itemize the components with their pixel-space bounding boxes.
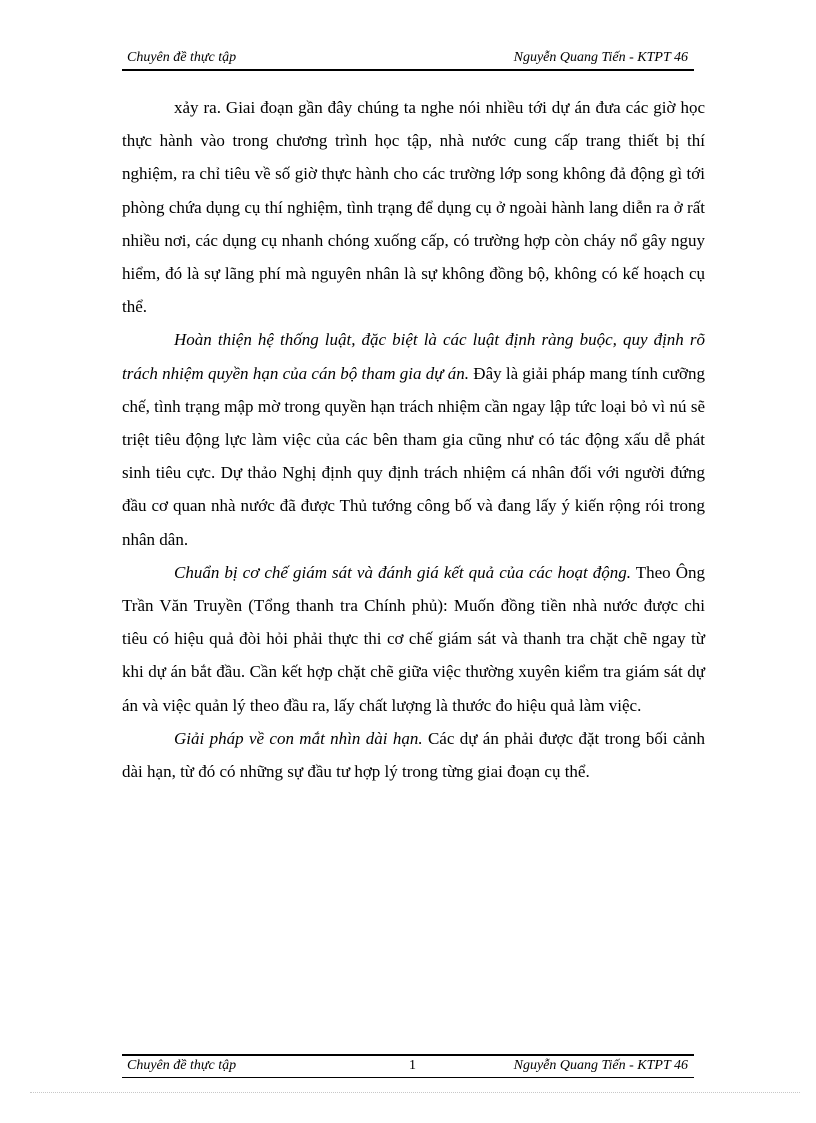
page-bottom-dotted-line <box>30 1092 800 1093</box>
page-header <box>122 50 694 68</box>
footer-left-title: Chuyên đề thực tập <box>127 1058 237 1073</box>
header-right-author: Nguyễn Quang Tiến - KTPT 46 <box>513 50 688 65</box>
paragraph-4-lead: Giải pháp về con mắt nhìn dài hạn. <box>174 728 423 748</box>
paragraph-3-text: Theo Ông Trần Văn Truyền (Tổng thanh tra Chính phủ): Muốn đồng tiền nhà nước được chi tiêu có hiệu quả đòi hỏi phải thực thi cơ chế giám sát và thanh tra chặt chẽ ngay từ khi dự án bắt đầu. Cần kết hợp chặt chẽ giữa việc thường xuyên kiểm tra giám sát dự án và việc quản lý theo đầu ra, lấy chất lượng là thước đo hiệu quả làm việc. <box>122 562 705 715</box>
paragraph-2-text: Đây là giải pháp mang tính cưỡng chế, tình trạng mập mờ trong quyền hạn trách nhiệm cần ngay lập tức loại bỏ vì nú sẽ triệt tiêu động lực làm việc của các bên tham gia cũng như có tác động xấu dễ phát sinh tiêu cực. Dự thảo Nghị định quy định trách nhiệm cá nhân đối với người đứng đầu cơ quan nhà nước đã được Thủ tướng công bố và đang lấy ý kiến rộng rói trong nhân dân. <box>122 363 705 549</box>
page-footer <box>122 1058 694 1076</box>
paragraph-1 <box>122 91 705 323</box>
paragraph-2-lead: Hoàn thiện hệ thống luật, đặc biệt là các luật định ràng buộc, quy định rõ trách nhiệm quyền hạn của cán bộ tham gia dự án. <box>122 330 705 383</box>
paragraph-3 <box>122 556 705 722</box>
header-rule <box>122 69 694 71</box>
paragraph-3-lead: Chuẩn bị cơ chế giám sát và đánh giá kết quả của các hoạt động. <box>174 562 631 582</box>
paragraph-4 <box>122 722 705 788</box>
paragraph-4-text: Các dự án phải được đặt trong bối cảnh dài hạn, từ đó có những sự đầu tư hợp lý trong từng giai đoạn cụ thể. <box>122 728 705 782</box>
paragraph-2 <box>122 323 705 555</box>
paragraph-1-text: xảy ra. Giai đoạn gần đây chúng ta nghe nói nhiều tới dự án đưa các giờ học thực hành vào trong chương trình học tập, nhà nước cung cấp trang thiết bị thí nghiệm, ra chỉ tiêu về số giờ thực hành cho các trường lớp song không đả động gì tới phòng chứa dụng cụ thí nghiệm, tình trạng để dụng cụ ở ngoài hành lang diễn ra ở rất nhiều nơi, các dụng cụ nhanh chóng xuống cấp, có trường hợp còn cháy nổ gây nguy hiểm, đó là sự lãng phí mà nguyên nhân là sự không đồng bộ, không có kế hoạch cụ thể. <box>122 98 705 317</box>
footer-right-author: Nguyễn Quang Tiến - KTPT 46 <box>513 1058 688 1073</box>
header-left-title: Chuyên đề thực tập <box>127 50 237 65</box>
footer-rule <box>122 1054 694 1056</box>
page-number: 1 <box>409 1058 416 1073</box>
footer-bottom-rule <box>122 1077 694 1078</box>
document-body <box>122 91 705 788</box>
